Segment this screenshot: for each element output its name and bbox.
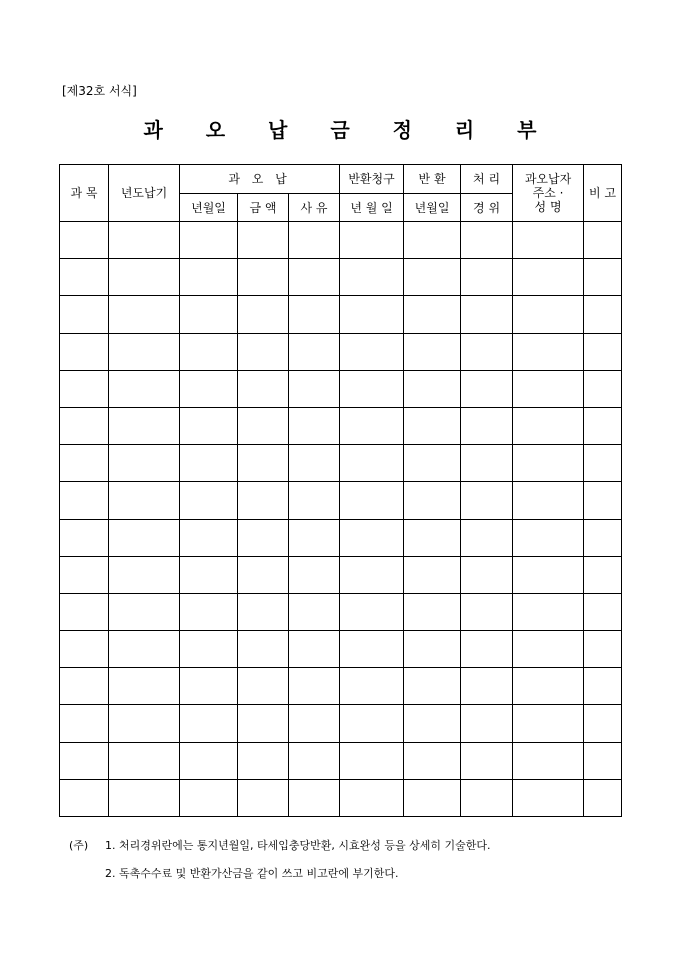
table-cell xyxy=(404,519,461,556)
table-row xyxy=(60,519,622,556)
table-cell xyxy=(289,705,340,742)
table-cell xyxy=(404,705,461,742)
header-refund-date: 년월일 xyxy=(404,194,461,222)
table-cell xyxy=(513,482,584,519)
table-row xyxy=(60,593,622,630)
table-cell xyxy=(584,705,622,742)
table-cell xyxy=(238,445,289,482)
table-cell xyxy=(180,556,238,593)
table-cell xyxy=(404,296,461,333)
table-cell xyxy=(60,742,109,779)
table-cell xyxy=(238,556,289,593)
table-cell xyxy=(109,259,180,296)
table-cell xyxy=(340,779,404,816)
table-row xyxy=(60,407,622,444)
header-amount: 금 액 xyxy=(238,194,289,222)
table-cell xyxy=(461,407,513,444)
header-overpay-date: 년월일 xyxy=(180,194,238,222)
table-cell xyxy=(180,631,238,668)
table-cell xyxy=(461,705,513,742)
table-cell xyxy=(289,668,340,705)
table-cell xyxy=(584,407,622,444)
table-cell xyxy=(461,370,513,407)
table-cell xyxy=(340,333,404,370)
table-row xyxy=(60,742,622,779)
table-cell xyxy=(404,668,461,705)
table-row xyxy=(60,668,622,705)
header-refund: 반 환 xyxy=(404,165,461,194)
table-cell xyxy=(109,742,180,779)
table-cell xyxy=(289,742,340,779)
table-cell xyxy=(340,631,404,668)
table-cell xyxy=(60,556,109,593)
table-cell xyxy=(340,742,404,779)
header-refund-claim-date: 년 월 일 xyxy=(340,194,404,222)
table-cell xyxy=(289,407,340,444)
table-cell xyxy=(404,259,461,296)
table-cell xyxy=(461,593,513,630)
table-cell xyxy=(180,705,238,742)
table-cell xyxy=(238,593,289,630)
table-cell xyxy=(60,445,109,482)
table-cell xyxy=(60,222,109,259)
table-cell xyxy=(60,593,109,630)
header-year-paid: 년도납기 xyxy=(109,165,180,222)
table-cell xyxy=(238,222,289,259)
table-cell xyxy=(289,222,340,259)
table-cell xyxy=(289,296,340,333)
table-cell xyxy=(109,407,180,444)
table-cell xyxy=(238,482,289,519)
table-cell xyxy=(289,259,340,296)
table-cell xyxy=(404,742,461,779)
ledger-body xyxy=(60,222,622,817)
table-cell xyxy=(109,482,180,519)
header-payer-line-3: 성 명 xyxy=(534,200,562,214)
table-cell xyxy=(109,370,180,407)
table-cell xyxy=(60,705,109,742)
table-cell xyxy=(404,779,461,816)
header-reason: 사 유 xyxy=(289,194,340,222)
table-cell xyxy=(109,705,180,742)
table-cell xyxy=(513,407,584,444)
table-cell xyxy=(513,668,584,705)
table-cell xyxy=(513,259,584,296)
note-2: 2. 독촉수수료 및 반환가산금을 같이 쓰고 비고란에 부기한다. xyxy=(105,867,399,880)
table-cell xyxy=(584,668,622,705)
table-cell xyxy=(289,779,340,816)
table-cell xyxy=(584,259,622,296)
table-row xyxy=(60,333,622,370)
table-row xyxy=(60,445,622,482)
table-row xyxy=(60,556,622,593)
table-cell xyxy=(238,668,289,705)
table-cell xyxy=(513,222,584,259)
table-cell xyxy=(404,222,461,259)
table-row xyxy=(60,259,622,296)
table-cell xyxy=(340,407,404,444)
table-cell xyxy=(109,556,180,593)
header-payer-line-1: 과오납자 xyxy=(524,172,572,186)
table-cell xyxy=(340,593,404,630)
table-cell xyxy=(584,779,622,816)
table-cell xyxy=(109,519,180,556)
table-row xyxy=(60,779,622,816)
table-cell xyxy=(60,333,109,370)
header-payer xyxy=(513,165,584,222)
table-cell xyxy=(513,333,584,370)
table-cell xyxy=(404,370,461,407)
table-cell xyxy=(109,593,180,630)
table-cell xyxy=(513,779,584,816)
table-cell xyxy=(180,482,238,519)
table-cell xyxy=(180,259,238,296)
header-remarks: 비 고 xyxy=(584,165,622,222)
table-cell xyxy=(60,296,109,333)
table-cell xyxy=(180,445,238,482)
note-1: 1. 처리경위란에는 통지년월일, 타세입충당반환, 시효완성 등을 상세히 기술한다. xyxy=(105,839,491,852)
table-cell xyxy=(404,556,461,593)
table-cell xyxy=(238,519,289,556)
table-cell xyxy=(404,445,461,482)
table-cell xyxy=(180,668,238,705)
table-cell xyxy=(584,556,622,593)
table-cell xyxy=(238,705,289,742)
table-cell xyxy=(340,556,404,593)
table-cell xyxy=(461,259,513,296)
header-refund-claim: 반환청구 xyxy=(340,165,404,194)
header-process-1: 처 리 xyxy=(461,165,513,194)
table-cell xyxy=(461,668,513,705)
table-cell xyxy=(461,742,513,779)
table-cell xyxy=(513,445,584,482)
table-row xyxy=(60,631,622,668)
header-overpayment-group: 과 오 납 xyxy=(180,165,340,194)
table-cell xyxy=(461,556,513,593)
table-cell xyxy=(340,296,404,333)
table-cell xyxy=(289,593,340,630)
table-cell xyxy=(461,482,513,519)
table-cell xyxy=(109,222,180,259)
table-row xyxy=(60,482,622,519)
table-cell xyxy=(513,519,584,556)
table-cell xyxy=(584,333,622,370)
table-cell xyxy=(584,370,622,407)
table-cell xyxy=(180,333,238,370)
table-cell xyxy=(404,593,461,630)
table-cell xyxy=(180,296,238,333)
table-cell xyxy=(180,779,238,816)
table-cell xyxy=(109,631,180,668)
table-cell xyxy=(584,445,622,482)
table-cell xyxy=(584,519,622,556)
table-cell xyxy=(109,445,180,482)
table-cell xyxy=(461,333,513,370)
table-cell xyxy=(461,519,513,556)
table-cell xyxy=(289,445,340,482)
table-cell xyxy=(289,482,340,519)
table-cell xyxy=(180,222,238,259)
note-1-line xyxy=(69,832,491,860)
table-cell xyxy=(461,445,513,482)
table-cell xyxy=(109,779,180,816)
table-cell xyxy=(404,407,461,444)
table-cell xyxy=(584,742,622,779)
table-cell xyxy=(289,370,340,407)
table-cell xyxy=(513,742,584,779)
table-cell xyxy=(109,333,180,370)
table-cell xyxy=(340,445,404,482)
table-cell xyxy=(404,482,461,519)
table-cell xyxy=(513,705,584,742)
table-cell xyxy=(238,370,289,407)
table-cell xyxy=(60,779,109,816)
table-cell xyxy=(340,222,404,259)
header-process-2: 경 위 xyxy=(461,194,513,222)
table-cell xyxy=(461,779,513,816)
ledger-table xyxy=(59,164,622,817)
table-cell xyxy=(461,296,513,333)
table-cell xyxy=(109,296,180,333)
table-cell xyxy=(584,482,622,519)
notes xyxy=(69,832,491,888)
table-cell xyxy=(340,668,404,705)
table-cell xyxy=(513,631,584,668)
table-cell xyxy=(180,593,238,630)
table-cell xyxy=(461,222,513,259)
table-cell xyxy=(238,631,289,668)
table-row xyxy=(60,705,622,742)
table-cell xyxy=(513,370,584,407)
table-cell xyxy=(404,631,461,668)
table-cell xyxy=(60,370,109,407)
table-row xyxy=(60,370,622,407)
table-cell xyxy=(238,742,289,779)
table-cell xyxy=(289,333,340,370)
table-cell xyxy=(60,482,109,519)
table-cell xyxy=(238,296,289,333)
table-cell xyxy=(584,222,622,259)
table-row xyxy=(60,296,622,333)
table-cell xyxy=(109,668,180,705)
table-cell xyxy=(180,407,238,444)
table-cell xyxy=(289,631,340,668)
table-cell xyxy=(340,482,404,519)
table-cell xyxy=(180,742,238,779)
table-cell xyxy=(584,631,622,668)
table-cell xyxy=(513,556,584,593)
table-cell xyxy=(584,296,622,333)
table-cell xyxy=(238,333,289,370)
table-cell xyxy=(513,593,584,630)
table-cell xyxy=(404,333,461,370)
header-subject: 과 목 xyxy=(60,165,109,222)
table-cell xyxy=(60,519,109,556)
table-cell xyxy=(340,519,404,556)
table-cell xyxy=(513,296,584,333)
header-payer-line-2: 주소 · xyxy=(532,186,564,200)
form-number: [제32호 서식] xyxy=(62,84,137,98)
table-cell xyxy=(60,668,109,705)
table-cell xyxy=(238,407,289,444)
note-lead: (주) xyxy=(69,839,89,852)
table-cell xyxy=(461,631,513,668)
table-cell xyxy=(340,370,404,407)
table-cell xyxy=(340,705,404,742)
table-cell xyxy=(60,631,109,668)
table-cell xyxy=(180,519,238,556)
table-cell xyxy=(180,370,238,407)
table-cell xyxy=(238,259,289,296)
table-cell xyxy=(584,593,622,630)
table-cell xyxy=(60,407,109,444)
table-cell xyxy=(340,259,404,296)
table-cell xyxy=(238,779,289,816)
table-cell xyxy=(289,519,340,556)
page-title: 과 오 납 금 정 리 부 xyxy=(143,118,555,142)
table-row xyxy=(60,222,622,259)
table-cell xyxy=(60,259,109,296)
table-cell xyxy=(289,556,340,593)
